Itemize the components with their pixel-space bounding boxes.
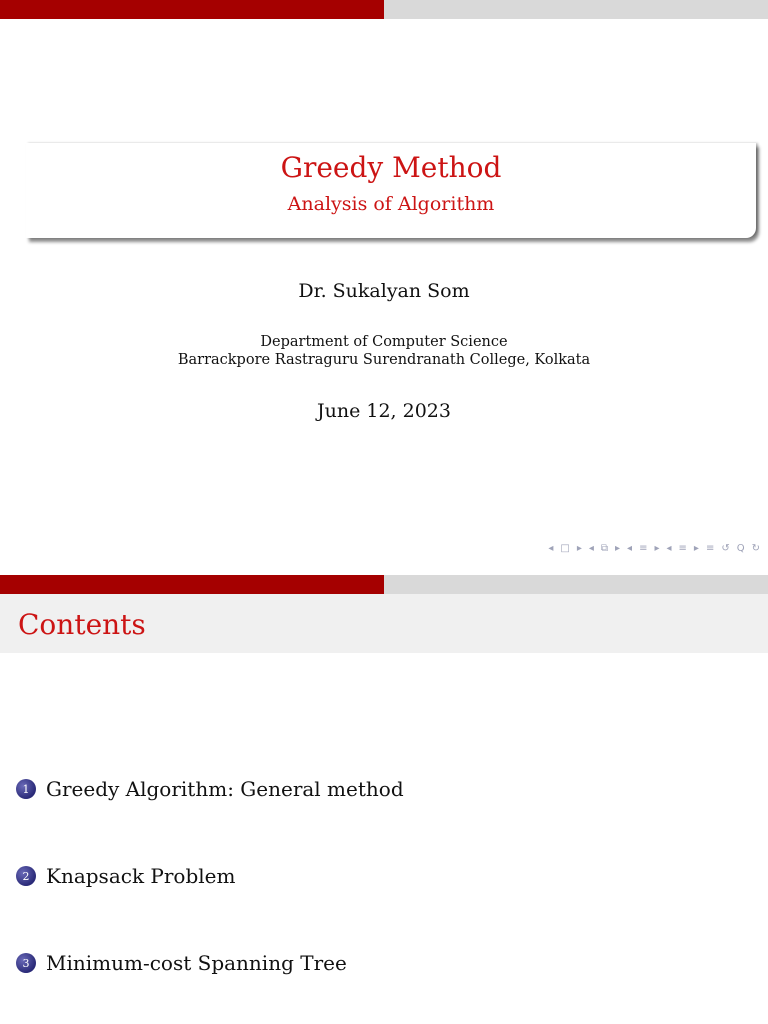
frame-title: Contents <box>18 608 146 641</box>
toc-item[interactable] <box>16 951 347 975</box>
nav-next-section-arrow-icon[interactable]: ▸ <box>693 542 699 554</box>
toc-item[interactable] <box>16 777 404 801</box>
nav-prev-subsection-arrow-icon[interactable]: ◂ <box>627 542 633 554</box>
beamer-navigation-bar <box>548 541 760 555</box>
toc-number-bullet: 1 <box>16 779 36 799</box>
toc-item-label: Greedy Algorithm: General method <box>46 777 404 801</box>
nav-search-icon[interactable]: Q <box>736 542 745 554</box>
author-name: Dr. Sukalyan Som <box>298 280 470 302</box>
toc-item-label: Minimum-cost Spanning Tree <box>46 951 347 975</box>
nav-frame-icon[interactable]: ⧉ <box>600 542 609 554</box>
nav-document-icon[interactable]: ≡ <box>705 542 715 554</box>
progress-bar-fill <box>0 575 384 594</box>
nav-back-icon[interactable]: ↺ <box>721 542 730 554</box>
progress-bar-track <box>384 0 768 19</box>
progress-bar-track <box>384 575 768 594</box>
nav-slide-icon[interactable]: □ <box>560 542 570 554</box>
nav-forward-icon[interactable]: ↻ <box>751 542 760 554</box>
nav-prev-section-arrow-icon[interactable]: ◂ <box>666 542 672 554</box>
toc-number-bullet: 2 <box>16 866 36 886</box>
presentation-date: June 12, 2023 <box>317 400 451 422</box>
progress-bar-fill <box>0 0 384 19</box>
nav-next-slide-arrow-icon[interactable]: ▸ <box>576 542 582 554</box>
presentation-subtitle: Analysis of Algorithm <box>287 193 495 215</box>
nav-prev-slide-arrow-icon[interactable]: ◂ <box>548 542 554 554</box>
toc-number-bullet: 3 <box>16 953 36 973</box>
nav-next-subsection-arrow-icon[interactable]: ▸ <box>654 542 660 554</box>
progress-bar <box>0 0 768 19</box>
nav-section-icon[interactable]: ≡ <box>678 542 687 554</box>
progress-bar <box>0 575 768 594</box>
toc-item[interactable] <box>16 864 235 888</box>
toc-item-label: Knapsack Problem <box>46 864 236 888</box>
institute <box>0 333 768 369</box>
nav-prev-frame-arrow-icon[interactable]: ◂ <box>588 542 594 554</box>
contents-slide <box>0 575 768 1024</box>
presentation-title: Greedy Method <box>280 151 502 184</box>
department-name: Department of Computer Science <box>260 334 508 350</box>
nav-next-frame-arrow-icon[interactable]: ▸ <box>615 542 621 554</box>
nav-subsection-icon[interactable]: ≡ <box>639 542 648 554</box>
college-name: Barrackpore Rastraguru Surendranath College, Kolkata <box>177 352 591 368</box>
frame-header <box>0 594 768 653</box>
title-box <box>26 143 756 238</box>
